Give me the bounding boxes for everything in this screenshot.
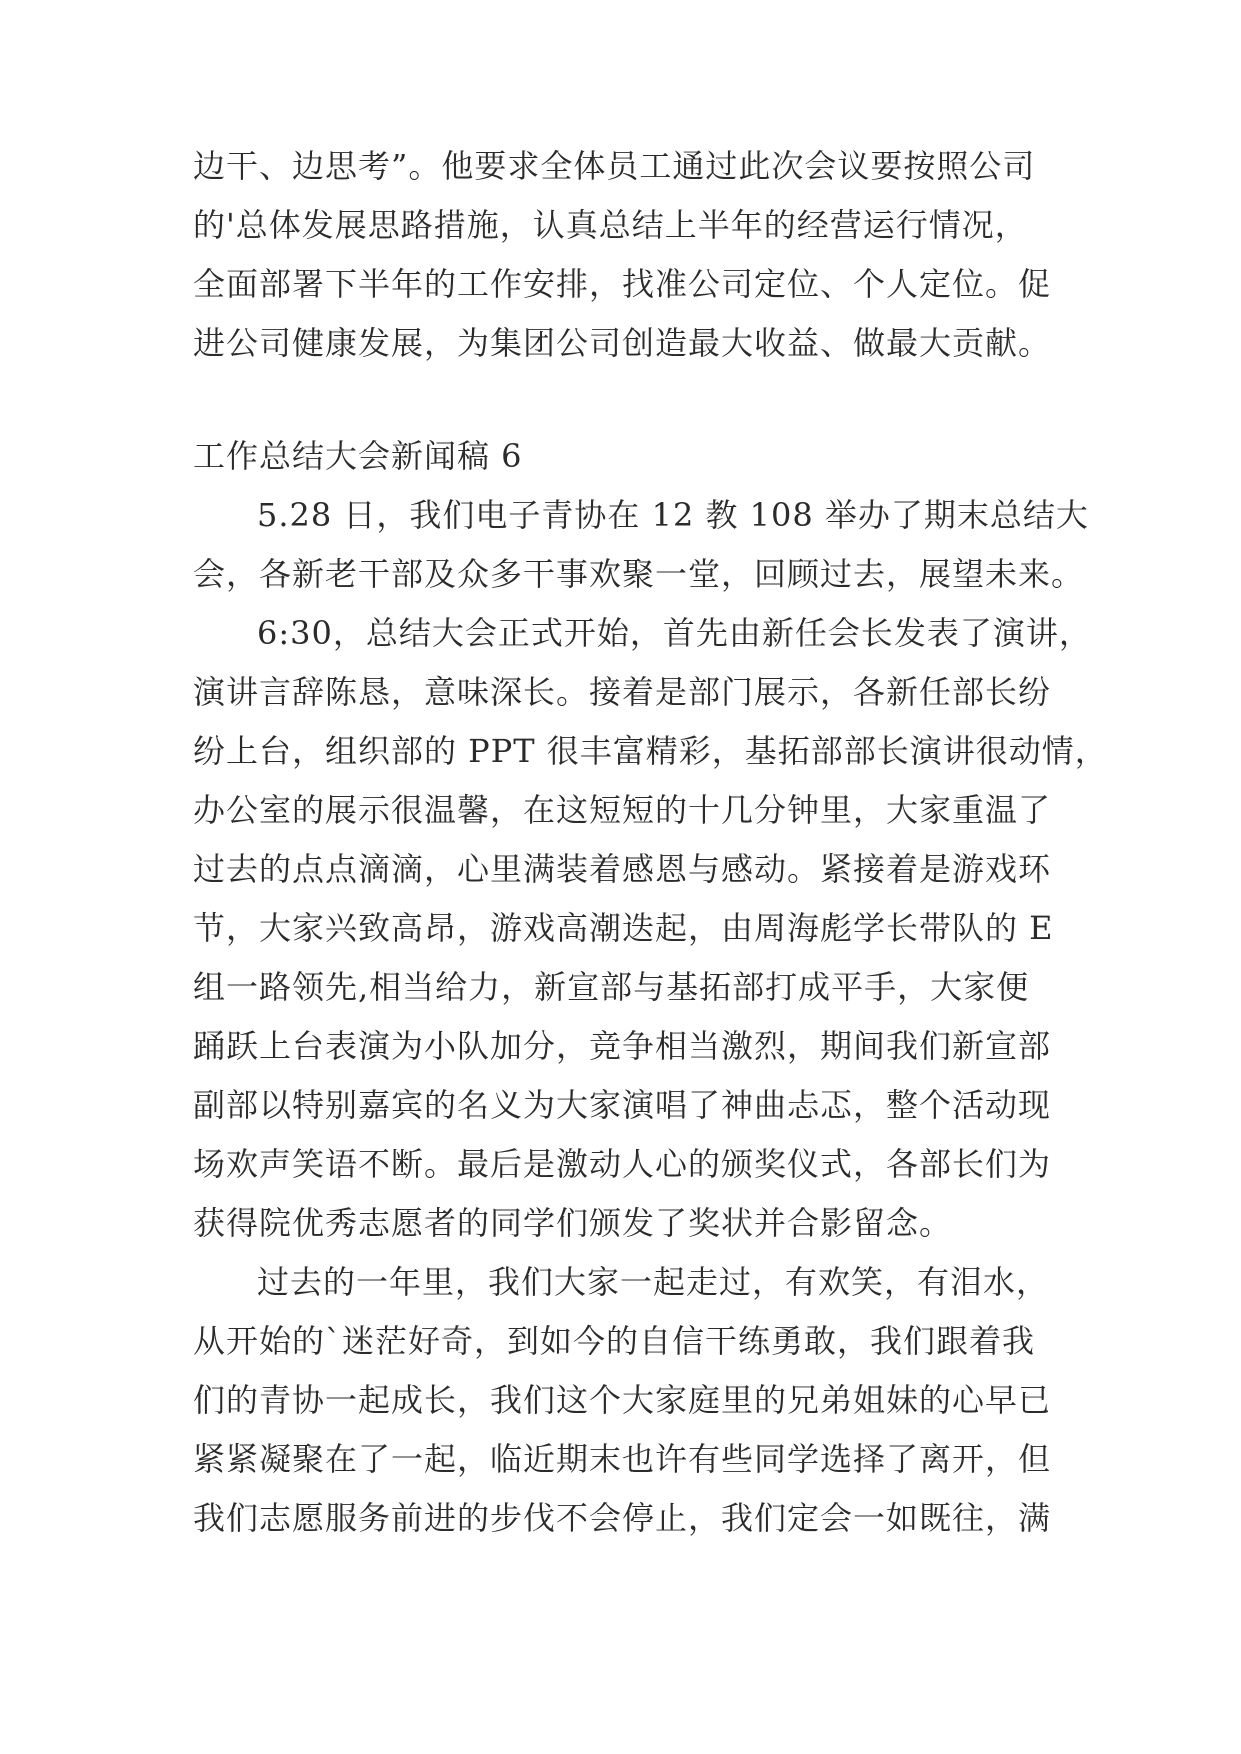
text-line: 办公室的展示很温馨，在这短短的十几分钟里，大家重温了: [193, 791, 1052, 829]
text-line: 副部以特别嘉宾的名义为大家演唱了神曲忐忑，整个活动现: [193, 1086, 1052, 1124]
text-line: 全面部署下半年的工作安排，找准公司定位、个人定位。促: [193, 265, 1052, 303]
text-line: 从开始的`迷茫好奇，到如今的自信干练勇敢，我们跟着我: [193, 1322, 1036, 1360]
text-line: 我们志愿服务前进的步伐不会停止，我们定会一如既往，满: [193, 1499, 1052, 1537]
text-line: 5.28 日，我们电子青协在 12 教 108 举办了期末总结大: [257, 496, 1089, 534]
text-line: 组一路领先,相当给力，新宣部与基拓部打成平手，大家便: [193, 968, 1030, 1006]
text-line: 会，各新老干部及众多干事欢聚一堂，回顾过去，展望未来。: [193, 555, 1085, 593]
text-line: 们的青协一起成长，我们这个大家庭里的兄弟姐妹的心早已: [193, 1381, 1052, 1419]
text-line: 进公司健康发展，为集团公司创造最大收益、做最大贡献。: [193, 324, 1052, 362]
text-line: 演讲言辞陈恳，意味深长。接着是部门展示，各新任部长纷: [193, 673, 1052, 711]
text-line: 过去的一年里，我们大家一起走过，有欢笑，有泪水，: [257, 1263, 1050, 1301]
text-line: 纷上台，组织部的 PPT 很丰富精彩，基拓部部长演讲很动情，: [193, 732, 1108, 770]
text-line: 紧紧凝聚在了一起，临近期末也许有些同学选择了离开，但: [193, 1440, 1052, 1478]
text-line: 节，大家兴致高昂，游戏高潮迭起，由周海彪学长带队的 E: [193, 909, 1054, 947]
text-line: 边干、边思考”。他要求全体员工通过此次会议要按照公司: [193, 147, 1036, 185]
text-line: 的'总体发展思路措施，认真总结上半年的经营运行情况，: [193, 206, 1028, 244]
text-line: 过去的点点滴滴，心里满装着感恩与感动。紧接着是游戏环: [193, 850, 1052, 888]
text-line: 场欢声笑语不断。最后是激动人心的颁奖仪式，各部长们为: [193, 1145, 1052, 1183]
section-title: 工作总结大会新闻稿 6: [193, 437, 523, 475]
text-line: 6:30，总结大会正式开始，首先由新任会长发表了演讲，: [257, 614, 1092, 652]
text-line: 获得院优秀志愿者的同学们颁发了奖状并合影留念。: [193, 1204, 953, 1242]
text-line: 踊跃上台表演为小队加分，竞争相当激烈，期间我们新宣部: [193, 1027, 1052, 1065]
